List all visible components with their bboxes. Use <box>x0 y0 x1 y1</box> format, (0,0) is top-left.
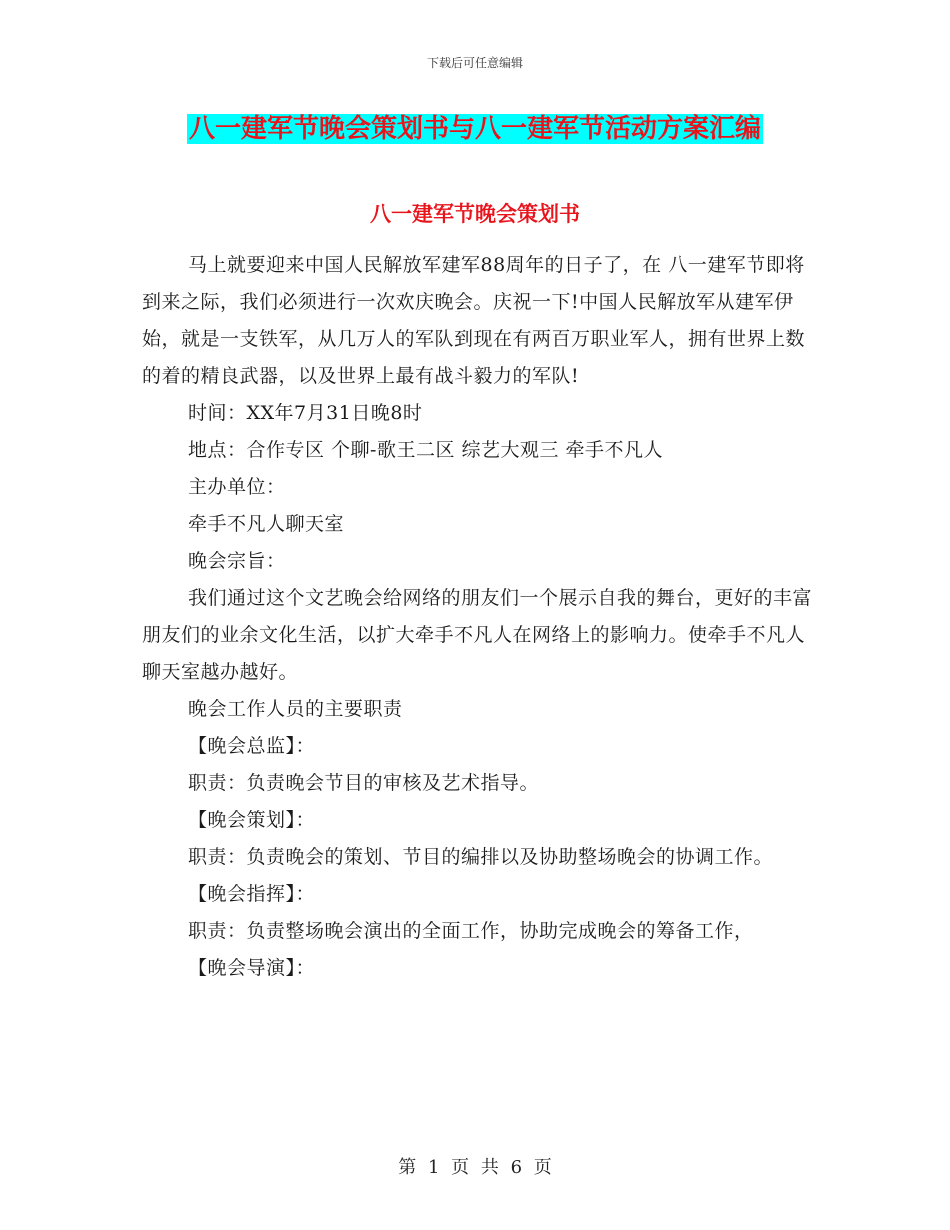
document-title-text: 八一建军节晚会策划书与八一建军节活动方案汇编 <box>188 114 761 144</box>
paragraph-planner-label: 【晚会策划】： <box>188 809 316 831</box>
paragraph-intro: 马上就要迎来中国人民解放军建军88周年的日子了，在 八一建军节即将到来之际，我们必须进行一次欢庆晚会。庆祝一下!中国人民解放军从建军伊始，就是一支铁军，从几万人的军队到现在有两百万职业军人，拥有世界上数的着的精良武器，以及世界上最有战斗毅力的军队! <box>142 254 806 387</box>
paragraph-show-director-label: 【晚会导演】： <box>188 957 316 979</box>
paragraph-commander-label: 【晚会指挥】： <box>188 883 316 905</box>
paragraph-director-duty: 职责：负责晚会节目的审核及艺术指导。 <box>188 772 540 794</box>
page-number: 第 1 页 共 6 页 <box>398 1157 552 1178</box>
document-title <box>0 112 950 146</box>
paragraph-purpose-label: 晚会宗旨： <box>188 550 286 572</box>
section-title: 八一建军节晚会策划书 <box>370 202 580 226</box>
paragraph-purpose: 我们通过这个文艺晚会给网络的朋友们一个展示自我的舞台，更好的丰富朋友们的业余文化生活，以扩大牵手不凡人在网络上的影响力。使牵手不凡人聊天室越办越好。 <box>142 587 813 683</box>
paragraph-planner-duty: 职责：负责晚会的策划、节目的编排以及协助整场晚会的协调工作。 <box>188 846 774 868</box>
paragraph-time: 时间：XX年7月31日晚8时 <box>188 402 423 424</box>
paragraph-location: 地点：合作专区 个聊-歌王二区 综艺大观三 牵手不凡人 <box>188 439 664 461</box>
page-header-note: 下载后可任意编辑 <box>426 56 523 70</box>
paragraph-director-label: 【晚会总监】： <box>188 735 316 757</box>
paragraph-staff-duties: 晚会工作人员的主要职责 <box>188 698 403 720</box>
paragraph-organizer-label: 主办单位： <box>188 476 286 498</box>
document-body <box>142 247 814 987</box>
paragraph-commander-duty: 职责：负责整场晚会演出的全面工作，协助完成晚会的筹备工作， <box>188 920 754 942</box>
paragraph-organizer: 牵手不凡人聊天室 <box>188 513 345 535</box>
